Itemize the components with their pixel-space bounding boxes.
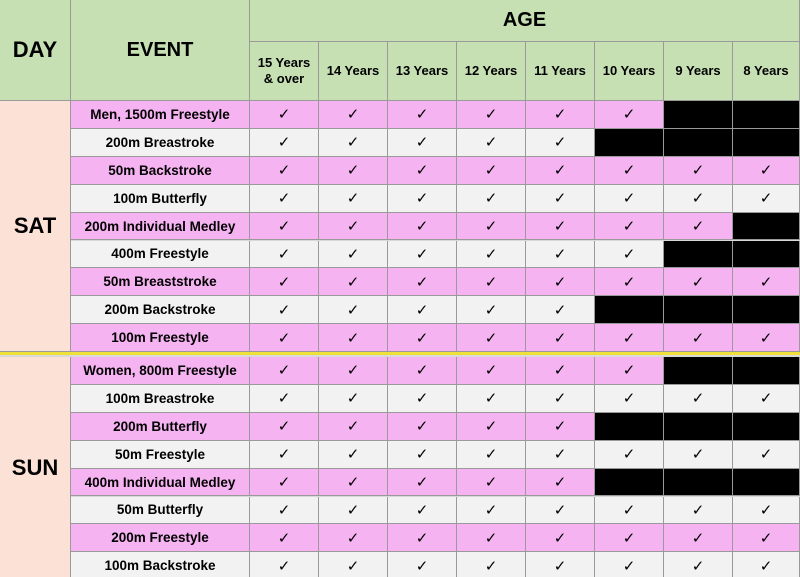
not-eligible-cell bbox=[664, 413, 733, 441]
tick-mark: ✓ bbox=[250, 101, 319, 129]
event-name: 100m Butterfly bbox=[71, 185, 250, 213]
not-eligible-cell bbox=[595, 413, 664, 441]
not-eligible-cell bbox=[595, 296, 664, 324]
tick-mark: ✓ bbox=[319, 157, 388, 185]
not-eligible-cell bbox=[733, 413, 800, 441]
tick-mark: ✓ bbox=[250, 413, 319, 441]
tick-mark: ✓ bbox=[250, 241, 319, 269]
tick-mark: ✓ bbox=[457, 241, 526, 269]
tick-mark: ✓ bbox=[526, 413, 595, 441]
tick-mark: ✓ bbox=[595, 497, 664, 525]
tick-mark: ✓ bbox=[457, 296, 526, 324]
tick-mark: ✓ bbox=[457, 185, 526, 213]
tick-mark: ✓ bbox=[388, 185, 457, 213]
tick-mark: ✓ bbox=[388, 129, 457, 157]
tick-mark: ✓ bbox=[319, 296, 388, 324]
tick-mark: ✓ bbox=[250, 185, 319, 213]
tick-mark: ✓ bbox=[664, 268, 733, 296]
tick-mark: ✓ bbox=[733, 324, 800, 352]
tick-mark: ✓ bbox=[250, 268, 319, 296]
not-eligible-cell bbox=[595, 469, 664, 497]
tick-mark: ✓ bbox=[250, 357, 319, 385]
tick-mark: ✓ bbox=[388, 157, 457, 185]
tick-mark: ✓ bbox=[388, 469, 457, 497]
tick-mark: ✓ bbox=[526, 324, 595, 352]
age-header: AGE bbox=[250, 0, 800, 42]
tick-mark: ✓ bbox=[595, 101, 664, 129]
not-eligible-cell bbox=[733, 296, 800, 324]
tick-mark: ✓ bbox=[319, 552, 388, 577]
tick-mark: ✓ bbox=[388, 497, 457, 525]
tick-mark: ✓ bbox=[388, 324, 457, 352]
tick-mark: ✓ bbox=[388, 101, 457, 129]
tick-mark: ✓ bbox=[319, 497, 388, 525]
tick-mark: ✓ bbox=[250, 157, 319, 185]
not-eligible-cell bbox=[733, 213, 800, 241]
not-eligible-cell bbox=[664, 469, 733, 497]
event-name: Men, 1500m Freestyle bbox=[71, 101, 250, 129]
tick-mark: ✓ bbox=[250, 524, 319, 552]
event-name: 200m Breastroke bbox=[71, 129, 250, 157]
tick-mark: ✓ bbox=[526, 441, 595, 469]
event-name: 50m Butterfly bbox=[71, 497, 250, 525]
tick-mark: ✓ bbox=[733, 385, 800, 413]
tick-mark: ✓ bbox=[250, 324, 319, 352]
tick-mark: ✓ bbox=[457, 101, 526, 129]
age-column-header: 14 Years bbox=[319, 42, 388, 101]
event-name: 50m Breaststroke bbox=[71, 268, 250, 296]
tick-mark: ✓ bbox=[250, 213, 319, 241]
tick-mark: ✓ bbox=[595, 524, 664, 552]
tick-mark: ✓ bbox=[319, 357, 388, 385]
tick-mark: ✓ bbox=[388, 241, 457, 269]
tick-mark: ✓ bbox=[457, 385, 526, 413]
tick-mark: ✓ bbox=[526, 241, 595, 269]
tick-mark: ✓ bbox=[526, 101, 595, 129]
not-eligible-cell bbox=[664, 129, 733, 157]
tick-mark: ✓ bbox=[319, 413, 388, 441]
event-name: 400m Freestyle bbox=[71, 241, 250, 269]
tick-mark: ✓ bbox=[595, 357, 664, 385]
event-name: 200m Individual Medley bbox=[71, 213, 250, 241]
tick-mark: ✓ bbox=[733, 268, 800, 296]
day-cell: SUN bbox=[0, 357, 71, 577]
event-name: 50m Freestyle bbox=[71, 441, 250, 469]
tick-mark: ✓ bbox=[457, 213, 526, 241]
tick-mark: ✓ bbox=[319, 385, 388, 413]
tick-mark: ✓ bbox=[595, 241, 664, 269]
tick-mark: ✓ bbox=[457, 441, 526, 469]
tick-mark: ✓ bbox=[595, 185, 664, 213]
tick-mark: ✓ bbox=[733, 157, 800, 185]
tick-mark: ✓ bbox=[457, 357, 526, 385]
tick-mark: ✓ bbox=[250, 385, 319, 413]
tick-mark: ✓ bbox=[664, 157, 733, 185]
age-column-header: 13 Years bbox=[388, 42, 457, 101]
event-name: Women, 800m Freestyle bbox=[71, 357, 250, 385]
tick-mark: ✓ bbox=[733, 441, 800, 469]
tick-mark: ✓ bbox=[319, 524, 388, 552]
tick-mark: ✓ bbox=[319, 213, 388, 241]
tick-mark: ✓ bbox=[733, 497, 800, 525]
tick-mark: ✓ bbox=[526, 469, 595, 497]
event-name: 200m Butterfly bbox=[71, 413, 250, 441]
tick-mark: ✓ bbox=[388, 441, 457, 469]
tick-mark: ✓ bbox=[250, 441, 319, 469]
tick-mark: ✓ bbox=[664, 552, 733, 577]
tick-mark: ✓ bbox=[319, 324, 388, 352]
tick-mark: ✓ bbox=[319, 129, 388, 157]
tick-mark: ✓ bbox=[664, 497, 733, 525]
tick-mark: ✓ bbox=[595, 385, 664, 413]
tick-mark: ✓ bbox=[250, 469, 319, 497]
day-separator bbox=[0, 352, 800, 355]
tick-mark: ✓ bbox=[457, 552, 526, 577]
tick-mark: ✓ bbox=[664, 213, 733, 241]
age-column-header: 15 Years & over bbox=[250, 42, 319, 101]
tick-mark: ✓ bbox=[388, 268, 457, 296]
tick-mark: ✓ bbox=[319, 241, 388, 269]
tick-mark: ✓ bbox=[457, 497, 526, 525]
tick-mark: ✓ bbox=[457, 413, 526, 441]
not-eligible-cell bbox=[664, 357, 733, 385]
not-eligible-cell bbox=[595, 129, 664, 157]
tick-mark: ✓ bbox=[319, 101, 388, 129]
not-eligible-cell bbox=[733, 129, 800, 157]
tick-mark: ✓ bbox=[595, 441, 664, 469]
tick-mark: ✓ bbox=[250, 296, 319, 324]
event-name: 400m Individual Medley bbox=[71, 469, 250, 497]
tick-mark: ✓ bbox=[457, 268, 526, 296]
tick-mark: ✓ bbox=[457, 524, 526, 552]
tick-mark: ✓ bbox=[250, 552, 319, 577]
tick-mark: ✓ bbox=[664, 185, 733, 213]
tick-mark: ✓ bbox=[595, 324, 664, 352]
tick-mark: ✓ bbox=[457, 469, 526, 497]
tick-mark: ✓ bbox=[388, 213, 457, 241]
tick-mark: ✓ bbox=[733, 552, 800, 577]
not-eligible-cell bbox=[733, 101, 800, 129]
age-column-header: 10 Years bbox=[595, 42, 664, 101]
tick-mark: ✓ bbox=[526, 524, 595, 552]
tick-mark: ✓ bbox=[319, 441, 388, 469]
tick-mark: ✓ bbox=[457, 324, 526, 352]
tick-mark: ✓ bbox=[526, 497, 595, 525]
tick-mark: ✓ bbox=[733, 185, 800, 213]
not-eligible-cell bbox=[733, 241, 800, 269]
not-eligible-cell bbox=[733, 469, 800, 497]
tick-mark: ✓ bbox=[526, 157, 595, 185]
tick-mark: ✓ bbox=[388, 552, 457, 577]
day-cell: SAT bbox=[0, 101, 71, 352]
not-eligible-cell bbox=[664, 101, 733, 129]
tick-mark: ✓ bbox=[388, 385, 457, 413]
age-column-header: 8 Years bbox=[733, 42, 800, 101]
tick-mark: ✓ bbox=[319, 268, 388, 296]
age-column-header: 12 Years bbox=[457, 42, 526, 101]
tick-mark: ✓ bbox=[388, 296, 457, 324]
event-name: 100m Freestyle bbox=[71, 324, 250, 352]
event-name: 200m Backstroke bbox=[71, 296, 250, 324]
event-header: EVENT bbox=[71, 0, 250, 101]
tick-mark: ✓ bbox=[595, 213, 664, 241]
event-name: 50m Backstroke bbox=[71, 157, 250, 185]
tick-mark: ✓ bbox=[664, 441, 733, 469]
day-header: DAY bbox=[0, 0, 71, 101]
tick-mark: ✓ bbox=[250, 129, 319, 157]
tick-mark: ✓ bbox=[457, 129, 526, 157]
tick-mark: ✓ bbox=[526, 385, 595, 413]
tick-mark: ✓ bbox=[457, 157, 526, 185]
tick-mark: ✓ bbox=[388, 413, 457, 441]
tick-mark: ✓ bbox=[595, 552, 664, 577]
tick-mark: ✓ bbox=[319, 185, 388, 213]
not-eligible-cell bbox=[733, 357, 800, 385]
tick-mark: ✓ bbox=[319, 469, 388, 497]
tick-mark: ✓ bbox=[526, 268, 595, 296]
not-eligible-cell bbox=[664, 296, 733, 324]
event-name: 200m Freestyle bbox=[71, 524, 250, 552]
event-name: 100m Backstroke bbox=[71, 552, 250, 577]
tick-mark: ✓ bbox=[664, 385, 733, 413]
tick-mark: ✓ bbox=[526, 357, 595, 385]
tick-mark: ✓ bbox=[250, 497, 319, 525]
tick-mark: ✓ bbox=[664, 324, 733, 352]
tick-mark: ✓ bbox=[595, 157, 664, 185]
age-column-header: 9 Years bbox=[664, 42, 733, 101]
tick-mark: ✓ bbox=[595, 268, 664, 296]
tick-mark: ✓ bbox=[388, 524, 457, 552]
tick-mark: ✓ bbox=[526, 213, 595, 241]
tick-mark: ✓ bbox=[733, 524, 800, 552]
not-eligible-cell bbox=[664, 241, 733, 269]
tick-mark: ✓ bbox=[664, 524, 733, 552]
event-name: 100m Breastroke bbox=[71, 385, 250, 413]
tick-mark: ✓ bbox=[388, 357, 457, 385]
tick-mark: ✓ bbox=[526, 129, 595, 157]
tick-mark: ✓ bbox=[526, 296, 595, 324]
tick-mark: ✓ bbox=[526, 552, 595, 577]
age-column-header: 11 Years bbox=[526, 42, 595, 101]
tick-mark: ✓ bbox=[526, 185, 595, 213]
